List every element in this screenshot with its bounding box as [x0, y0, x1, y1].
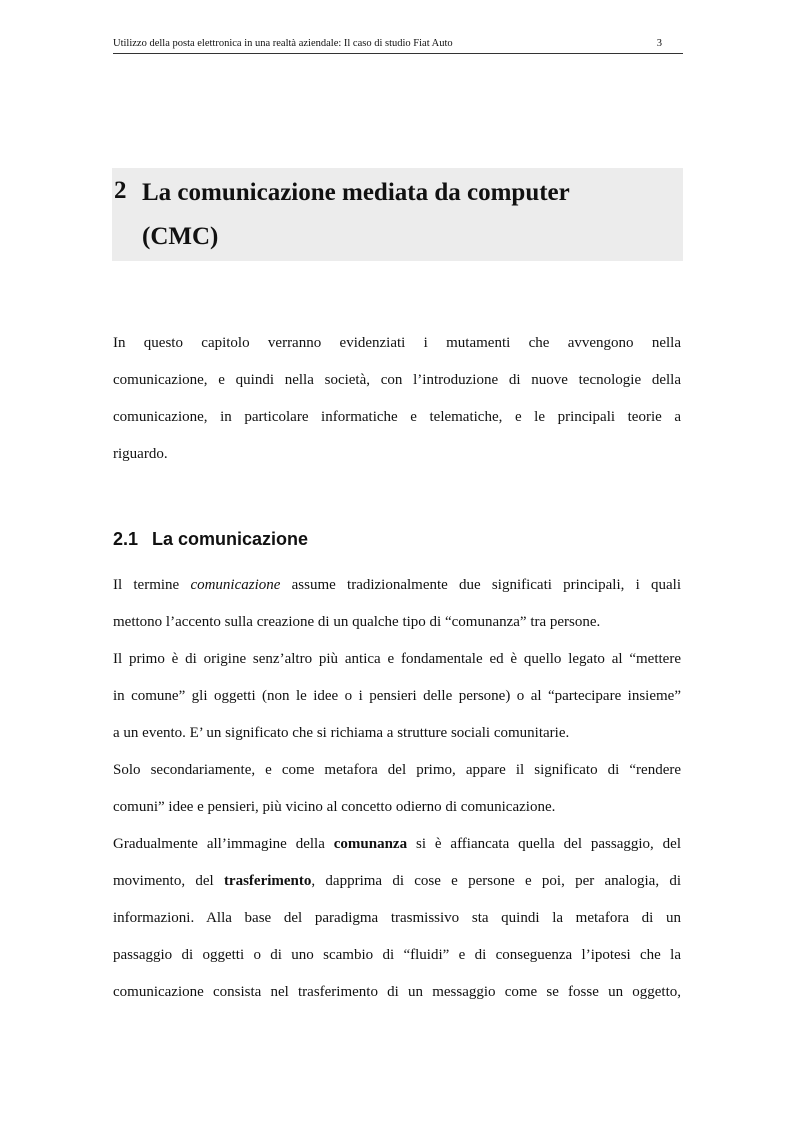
chapter-heading	[112, 168, 683, 261]
body-text	[113, 567, 681, 1011]
body-text-run: Gradualmente all’immagine della	[113, 836, 334, 852]
section-heading	[113, 527, 308, 551]
body-line	[113, 567, 681, 604]
intro-line: comunicazione, e quindi nella società, con l’introduzione di nuove tecnologie della	[113, 372, 681, 388]
body-text-run: assume tradizionalmente due significati principali, i quali	[280, 577, 681, 593]
body-line: mettono l’accento sulla creazione di un qualche tipo di “comunanza” tra persone.	[113, 614, 601, 630]
intro-line: In questo capitolo verranno evidenziati i mutamenti che avvengono nella	[113, 335, 681, 351]
body-line: Solo secondariamente, e come metafora del primo, appare il significato di “rendere	[113, 762, 681, 778]
body-text-run: , dapprima di cose e persone e poi, per analogia, di	[311, 873, 681, 889]
running-header	[113, 37, 683, 54]
body-line: informazioni. Alla base del paradigma trasmissivo sta quindi la metafora di un	[113, 910, 681, 926]
body-line: comunicazione consista nel trasferimento di un messaggio come se fosse un oggetto,	[113, 984, 681, 1000]
chapter-number: 2	[114, 177, 127, 204]
body-text-run: movimento, del	[113, 873, 224, 889]
bold-term: trasferimento	[223, 873, 312, 889]
body-line: a un evento. E’ un significato che si richiama a strutture sociali comunitarie.	[113, 725, 570, 741]
section-number: 2.1	[113, 529, 139, 549]
chapter-title-line-1: La comunicazione mediata da computer	[142, 179, 570, 206]
running-title: Utilizzo della posta elettronica in una realtà aziendale: Il caso di studio Fiat Auto	[113, 38, 453, 49]
body-text-run: si è affiancata quella del passaggio, del	[407, 836, 681, 852]
page-number: 3	[656, 38, 662, 49]
chapter-title-line-2: (CMC)	[142, 223, 219, 250]
bold-term: comunanza	[333, 836, 408, 852]
body-line	[113, 863, 681, 900]
intro-line: comunicazione, in particolare informatiche e telematiche, e le principali teorie a	[113, 409, 681, 425]
section-title: La comunicazione	[152, 529, 309, 549]
intro-paragraph	[113, 325, 681, 473]
body-line: Il primo è di origine senz’altro più antica e fondamentale ed è quello legato al “mettere	[113, 651, 681, 667]
body-text-run: Il termine	[113, 577, 191, 593]
chapter-title	[142, 171, 662, 259]
body-line: passaggio di oggetti o di uno scambio di “fluidi” e di conseguenza l’ipotesi che la	[113, 947, 681, 963]
intro-line: riguardo.	[113, 446, 168, 462]
emphasis-term: comunicazione	[190, 577, 281, 593]
body-line: comuni” idee e pensieri, più vicino al concetto odierno di comunicazione.	[113, 799, 556, 815]
body-line: in comune” gli oggetti (non le idee o i pensieri delle persone) o al “partecipare insieme”	[113, 688, 681, 704]
body-line	[113, 826, 681, 863]
